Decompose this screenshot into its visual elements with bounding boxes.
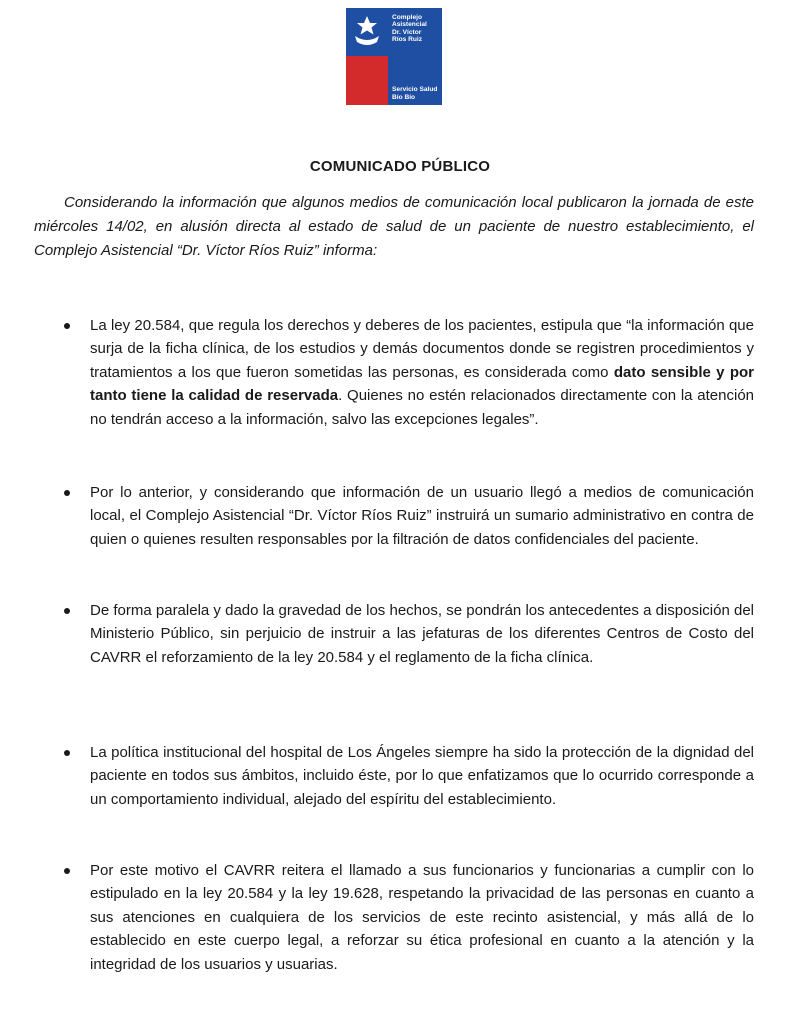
- bullet-item: La ley 20.584, que regula los derechos y deberes de los pacientes, estipula que “la información que surja de la ficha clínica, de los estudios y demás documentos donde se registren procedimientos y tratamientos a los que fueron sometidas las personas, es considerada como dato sensible y por tanto tiene la calidad de reservada. Quienes no estén relacionados directamente con la atención no tendrán acceso a la información, salvo las excepciones legales”.: [90, 314, 754, 431]
- bullet-item: Por este motivo el CAVRR reitera el llamado a sus funcionarios y funcionarias a cumplir con lo estipulado en la ley 20.584 y la ley 19.628, respetando la privacidad de las personas en cuanto a sus atenciones en cualquiera de los servicios de este recinto asistencial, y más allá de lo establecido en este cuerpo legal, a reforzar su ética profesional en cuanto a la atención y la integridad de los usuarios y usuarias.: [90, 859, 754, 976]
- intro-paragraph: Considerando la información que algunos medios de comunicación local publicaron la jornada de este miércoles 14/02, en alusión directa al estado de salud de un paciente de nuestro establecimiento, el Complejo Asistencial “Dr. Víctor Ríos Ruiz” informa:: [34, 194, 754, 259]
- bullet-dot-icon: [64, 608, 70, 614]
- bullet-item: Por lo anterior, y considerando que información de un usuario llegó a medios de comunicación local, el Complejo Asistencial “Dr. Víctor Ríos Ruiz” instruirá un sumario administrativo en contra de quien o quienes resulten responsables por la filtración de datos confidenciales del paciente.: [90, 481, 754, 551]
- bullet-dot-icon: [64, 490, 70, 496]
- document-title: COMUNICADO PÚBLICO: [309, 158, 491, 175]
- institution-logo: [346, 8, 442, 105]
- logo-flag: [346, 8, 388, 105]
- bullet-dot-icon: [64, 323, 70, 329]
- logo-service-name: Servicio Salud Bío Bío: [392, 86, 438, 101]
- bold-emphasis: dato sensible y por tanto tiene la calidad de reservada: [90, 363, 754, 405]
- bullet-dot-icon: [64, 750, 70, 756]
- logo-institution-name: Complejo Asistencial Dr. Víctor Ríos Ruiz: [392, 14, 427, 44]
- bullet-dot-icon: [64, 868, 70, 874]
- bullet-item: De forma paralela y dado la gravedad de los hechos, se pondrán los antecedentes a disposición del Ministerio Público, sin perjuicio de instruir a las jefaturas de los diferentes Centros de Costo del CAVRR el reforzamiento de la ley 20.584 y el reglamento de la ficha clínica.: [90, 599, 754, 669]
- coat-of-arms-icon: [351, 12, 383, 50]
- logo-text-panel: [388, 8, 442, 105]
- bullet-item: La política institucional del hospital de Los Ángeles siempre ha sido la protección de la dignidad del paciente en todos sus ámbitos, incluido éste, por lo que enfatizamos que lo ocurrido corresponde a un comportamiento individual, alejado del espíritu del establecimiento.: [90, 741, 754, 811]
